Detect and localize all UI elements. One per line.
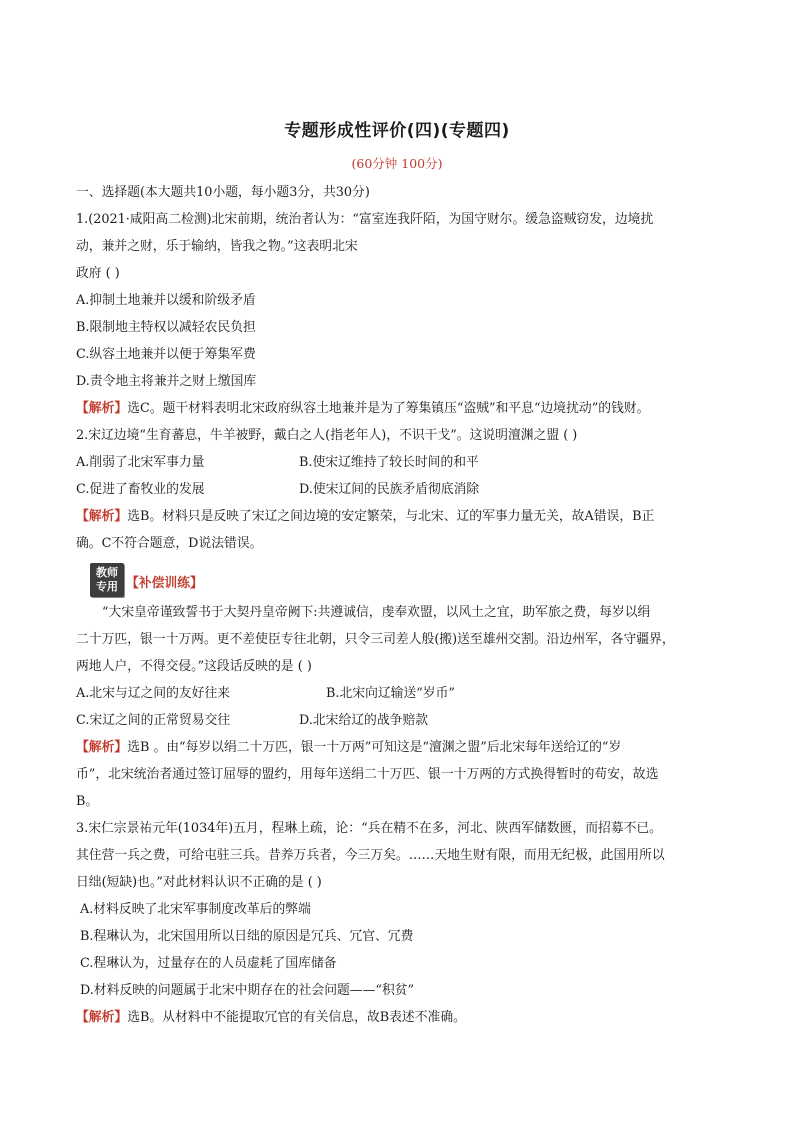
option-a: A.抑制土地兼并以缓和阶级矛盾 <box>76 293 256 308</box>
analysis-text: 选B 。由“每岁以绢二十万匹，银一十万两”可知这是“澶渊之盟”后北宋每年送给辽的“岁 <box>127 740 622 755</box>
option-d: D.责令地主将兼并之财上缴国库 <box>76 374 257 389</box>
option-c: C.纵容土地兼并以便于筹集军费 <box>76 347 256 362</box>
question-text: 2.宋辽边境“生育蕃息，牛羊被野，戴白之人(指老年人)，不识干戈”。这说明澶渊之盟 ( ) <box>76 428 578 443</box>
analysis-text: 选B。材料只是反映了宋辽之间边境的安定繁荣，与北宋、辽的军事力量无关，故A错误，B正 <box>127 509 655 524</box>
question-text: 政府 ( ) <box>76 266 120 281</box>
question-1 <box>76 206 726 422</box>
question-text: 二十万匹，银一十万两。更不差使臣专往北朝，只令三司差人般(搬)送至雄州交割。沿边州军，各守疆界， <box>76 632 675 647</box>
question-text: “大宋皇帝谨致誓书于大契丹皇帝阙下:共遵诚信，虔奉欢盟，以风土之宜，助军旅之费，每岁以绢 <box>102 605 651 620</box>
option-c: C.促进了畜牧业的发展 <box>76 482 205 497</box>
page-subtitle: (60分钟 100分) <box>351 156 443 171</box>
teacher-only-badge <box>90 563 124 597</box>
question-text: 动，兼并之财，乐于输纳，皆我之物。”这表明北宋 <box>76 239 358 254</box>
option-b: B.程琳认为，北宋国用所以日绌的原因是冗兵、冗官、冗费 <box>80 929 414 944</box>
analysis-label: 【解析】 <box>76 1010 128 1025</box>
option-d: D.北宋给辽的战争赔款 <box>299 713 429 728</box>
option-row <box>76 680 726 707</box>
document-body <box>76 179 726 1031</box>
option-d: D.材料反映的问题属于北宋中期存在的社会问题——“积贫” <box>80 983 415 998</box>
option-d: D.使宋辽间的民族矛盾彻底消除 <box>299 482 480 497</box>
question-2 <box>76 422 726 557</box>
option-c: C.宋辽之间的正常贸易交往 <box>76 713 231 728</box>
supplement-header <box>76 561 726 597</box>
page-title: 专题形成性评价(四)(专题四) <box>284 121 510 141</box>
badge-text-top: 教师 <box>96 566 118 579</box>
option-row <box>76 707 726 734</box>
option-c: C.程琳认为，过量存在的人员虚耗了国库储备 <box>80 956 337 971</box>
badge-text-bottom: 专用 <box>96 580 118 593</box>
analysis-text: 选B。从材料中不能提取冗官的有关信息，故B表述不准确。 <box>127 1010 466 1025</box>
question-text: 3.宋仁宗景祐元年(1034年)五月，程琳上疏，论：“兵在精不在多，河北、陕西军储数匮，而招募不已。 <box>76 821 662 836</box>
section-heading: 一、选择题(本大题共10小题，每小题3分，共30分) <box>76 185 370 200</box>
analysis <box>76 503 726 530</box>
analysis-text: 币”，北宋统治者通过签订屈辱的盟约，用每年送绢二十万匹、银一十万两的方式换得暂时的苟安，故选 <box>76 767 659 782</box>
analysis <box>76 1004 726 1031</box>
analysis-label: 【解析】 <box>76 740 128 755</box>
analysis-label: 【解析】 <box>76 401 128 416</box>
analysis-text: 确。C不符合题意，D说法错误。 <box>76 536 263 551</box>
analysis <box>76 395 726 422</box>
question-text: 两地人户，不得交侵。”这段话反映的是 ( ) <box>76 659 312 674</box>
question-3 <box>76 815 726 1031</box>
analysis-text: 选C。题干材料表明北宋政府纵容土地兼并是为了筹集镇压“盗贼”和平息“边境扰动”的钱财。 <box>127 401 650 416</box>
option-a: A.削弱了北宋军事力量 <box>76 455 205 470</box>
question-text: 1.(2021·咸阳高二检测)北宋前期，统治者认为：“富室连我阡陌，为国守财尔。缓急盗贼窃发，边境扰 <box>76 212 654 227</box>
analysis-text: B。 <box>76 794 99 809</box>
option-b: B.使宋辽维持了较长时间的和平 <box>299 455 479 470</box>
supplement-section <box>76 561 726 815</box>
option-b: B.北宋向辽输送“岁币” <box>326 686 455 701</box>
question-text: 日绌(短缺)也。”对此材料认识不正确的是 ( ) <box>76 875 322 890</box>
option-row <box>76 449 726 476</box>
option-a: A.材料反映了北宋军事制度改革后的弊端 <box>80 902 311 917</box>
supplement-tag: 【补偿训练】 <box>126 576 203 591</box>
question-text: 其住营一兵之费，可给屯驻三兵。昔养万兵者，今三万矣。……天地生财有限，而用无纪极，此国用所以 <box>76 848 665 863</box>
analysis <box>76 734 726 761</box>
option-b: B.限制地主特权以减轻农民负担 <box>76 320 256 335</box>
option-a: A.北宋与辽之间的友好往来 <box>76 686 231 701</box>
option-row <box>76 476 726 503</box>
analysis-label: 【解析】 <box>76 509 128 524</box>
